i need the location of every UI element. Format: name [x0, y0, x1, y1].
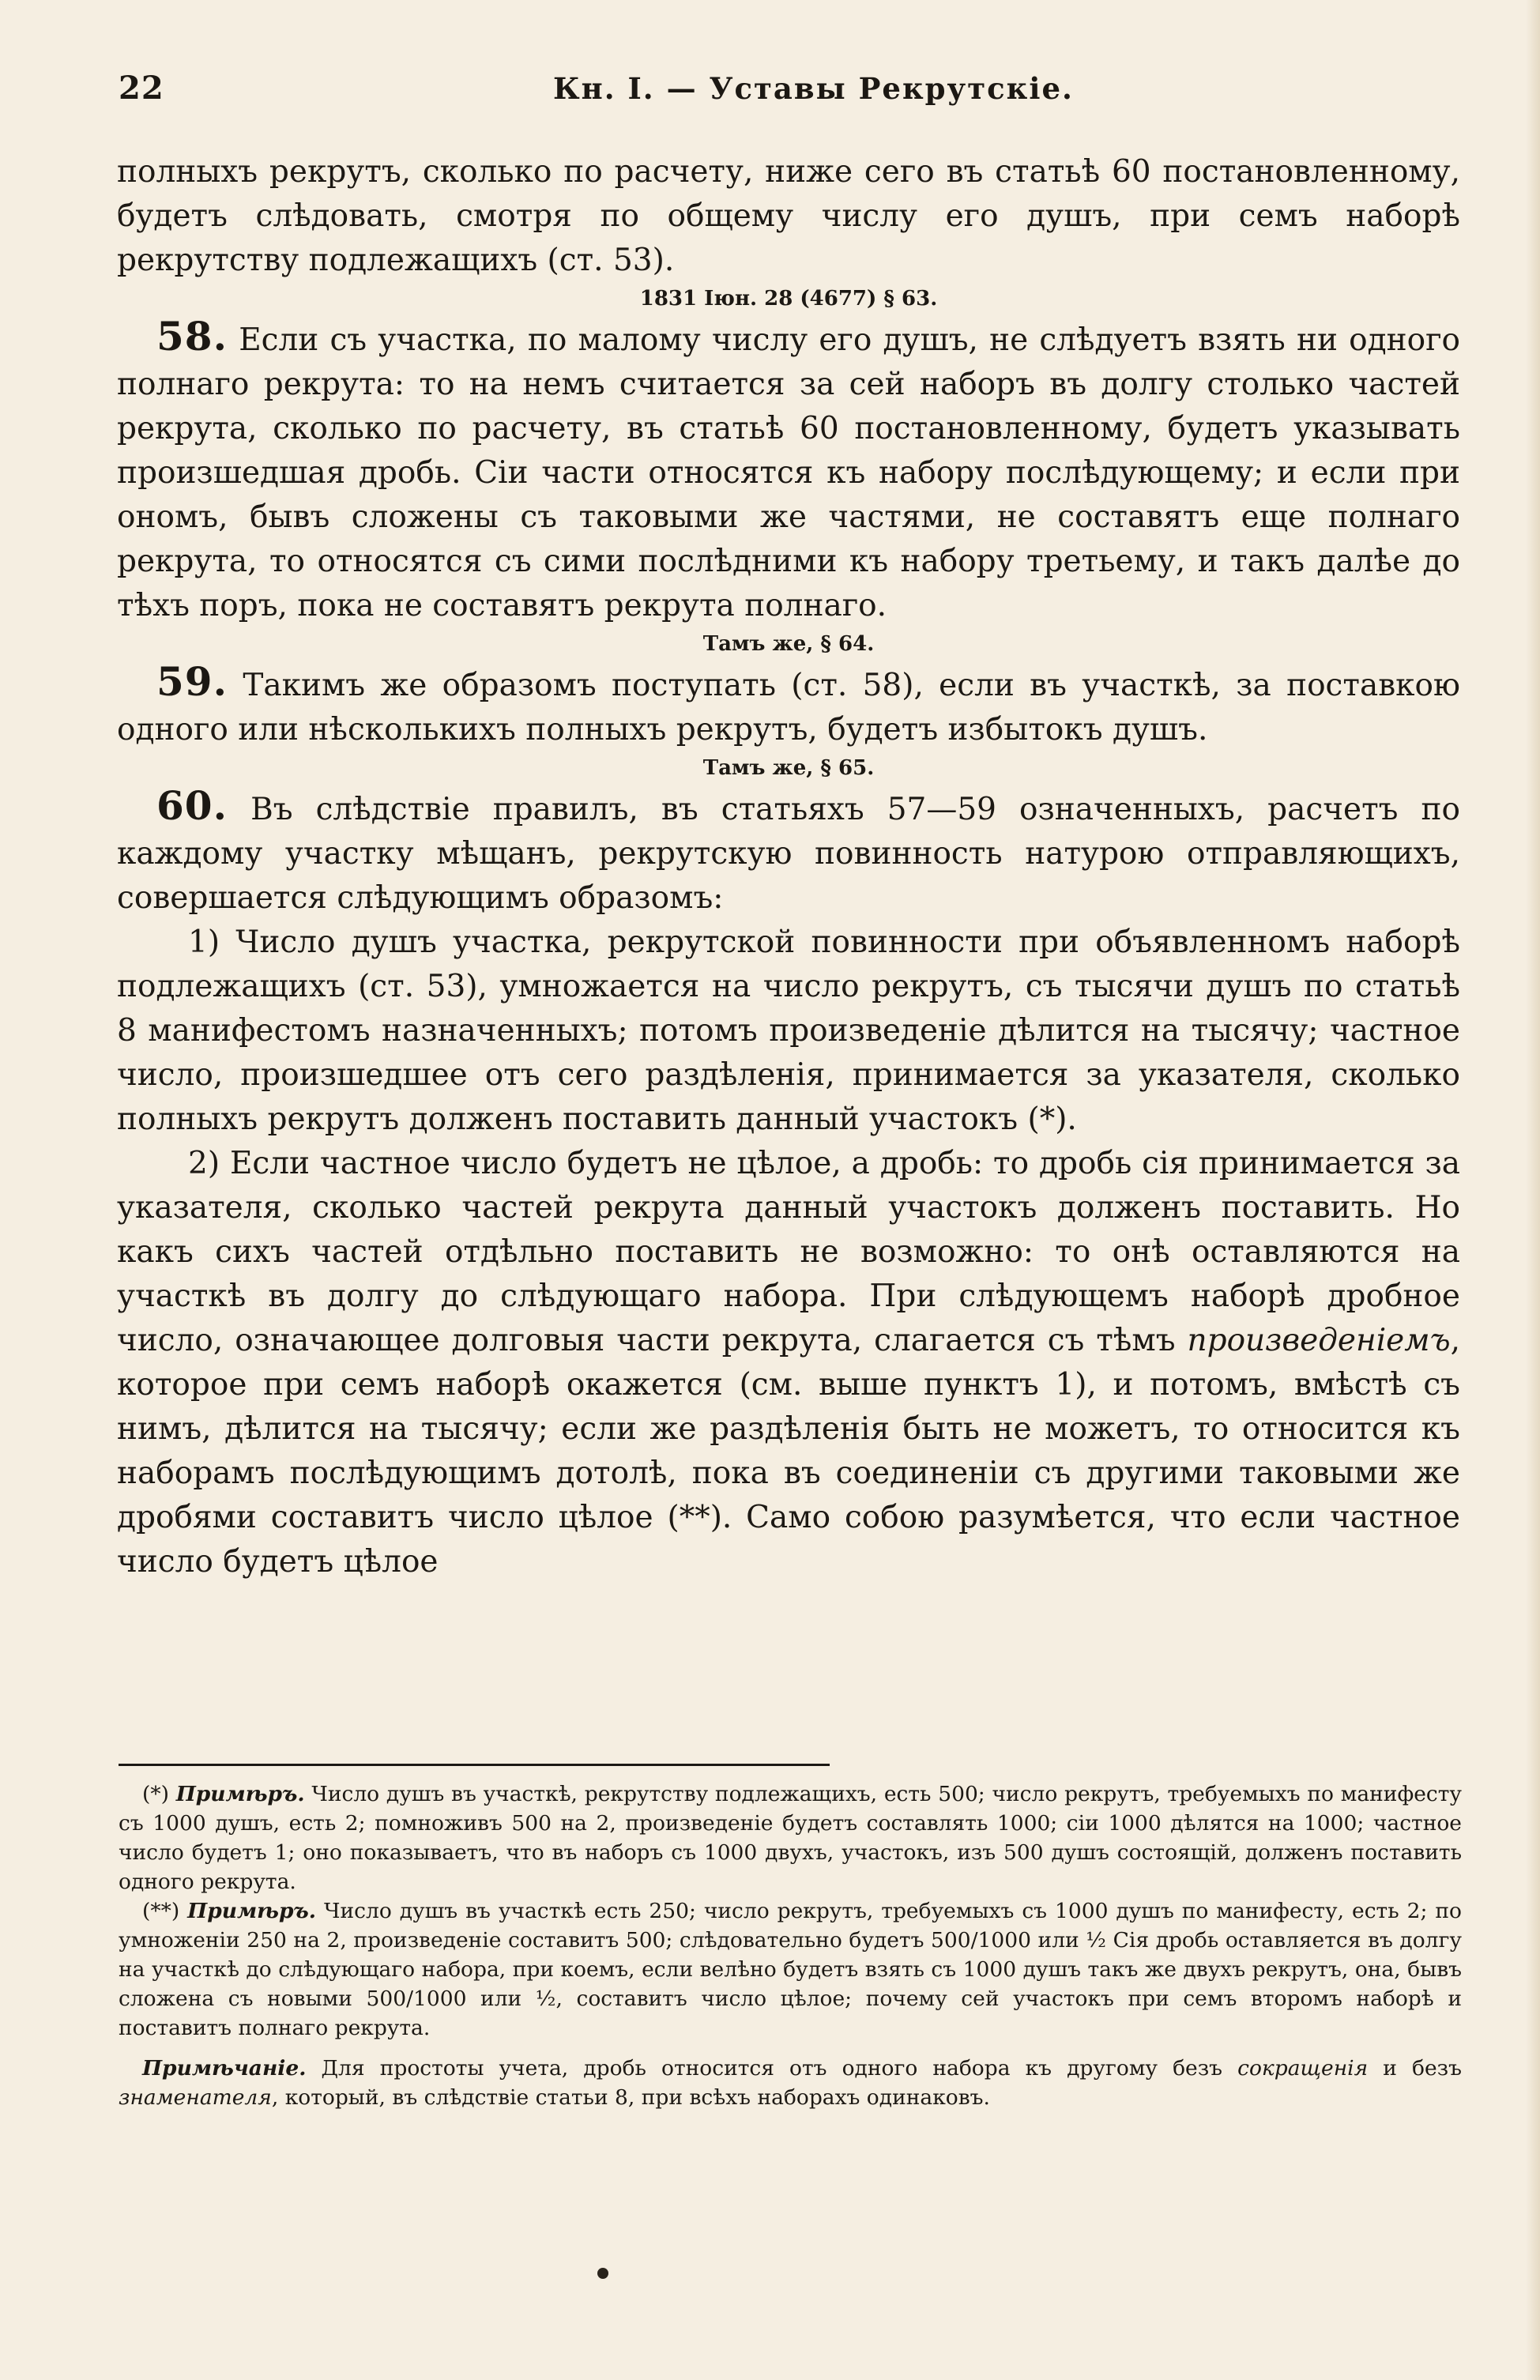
- article-60-point-2: [117, 1142, 1460, 1584]
- article-58: [117, 314, 1460, 628]
- source-reference: Тамъ же, § 65.: [702, 756, 875, 780]
- source-reference: Тамъ же, § 64.: [702, 632, 875, 656]
- emphasized-term: сокращенія: [1237, 2056, 1369, 2081]
- ink-blot: [597, 2268, 608, 2279]
- point-2-text-cont: , которое при семъ наборѣ окажется (см. выше пунктъ 1), и потомъ, вмѣстѣ съ нимъ, дѣлится на тысячу; если же раздѣленія быть не можетъ, то относится къ наборамъ послѣдующимъ дотолѣ, пока въ соединеніи съ другими таковыми же дробями составитъ число цѣлое (**). Само собою разумѣется, что если частное число будетъ цѣлое: [117, 1323, 1460, 1580]
- main-text: [117, 150, 1460, 1584]
- footnotes: [119, 1779, 1462, 2112]
- source-reference: 1831 Іюн. 28 (4677) § 63.: [639, 287, 938, 311]
- footnote-mark: (*): [142, 1782, 169, 1806]
- emphasized-term: знаменателя: [119, 2085, 272, 2110]
- footnote-mark: (**): [142, 1899, 180, 1923]
- footnote-divider: [119, 1764, 830, 1766]
- article-number: 58.: [156, 313, 228, 360]
- page-header: [119, 70, 1462, 117]
- footnote-text: Число душъ въ участкѣ есть 250; число рекрутъ, требуемыхъ съ 1000 душъ по манифесту, есть 2; по умноженіи 250 на 2, произведеніе составитъ 500; слѣдовательно будетъ 500/1000 или ½ Сія дробь оставляется въ долгу на участкѣ до слѣдующаго набора, при коемъ, если велѣно будетъ взять съ 1000 душъ такъ же двухъ рекрутъ, она, бывъ сложена съ новыми 500/1000 или ½, составитъ число цѣлое; почему сей участокъ при семъ второмъ наборѣ и поставитъ полнаго рекрута.: [119, 1899, 1462, 2040]
- article-number: 60.: [156, 782, 228, 829]
- emphasized-term: произведеніемъ: [1187, 1323, 1451, 1358]
- footnote-text: Число душъ въ участкѣ, рекрутству подлежащихъ, есть 500; число рекрутъ, требуемыхъ по манифесту съ 1000 душъ, есть 2; помноживъ 500 на 2, произведеніе будетъ составлять 1000; сіи 1000 дѣлятся на 1000; частное число будетъ 1; оно показываетъ, что въ наборъ съ 1000 двухъ, участокъ, изъ 500 душъ состоящій, долженъ поставить одного рекрута.: [119, 1782, 1462, 1894]
- article-number: 59.: [156, 658, 228, 705]
- note-text: и безъ: [1368, 2056, 1462, 2081]
- footnote-2: [119, 1896, 1462, 2043]
- footnote-1: [119, 1779, 1462, 1896]
- note: [119, 2054, 1462, 2112]
- running-head: Кн. I. — Уставы Рекрутскіе.: [553, 71, 1074, 106]
- note-label: Примѣчаніе.: [142, 2056, 307, 2081]
- page-number: 22: [119, 70, 164, 107]
- paragraph-continuation: полныхъ рекрутъ, сколько по расчету, ниже сего въ статьѣ 60 постановленному, будетъ слѣдовать, смотря по общему числу его душъ, при семъ наборѣ рекрутству подлежащихъ (ст. 53).: [117, 154, 1460, 278]
- note-text: , который, въ слѣдствіе статьи 8, при всѣхъ наборахъ одинаковъ.: [271, 2085, 990, 2110]
- article-text: Такимъ же образомъ поступать (ст. 58), если въ участкѣ, за поставкою одного или нѣсколькихъ полныхъ рекрутъ, будетъ избытокъ душъ.: [117, 668, 1460, 748]
- article-60-point-1: 1) Число душъ участка, рекрутской повинности при объявленномъ наборѣ подлежащихъ (ст. 53), умножается на число рекрутъ, съ тысячи душъ по статьѣ 8 манифестомъ назначенныхъ; потомъ произведеніе дѣлится на тысячу; частное число, произшедшее отъ сего раздѣленія, принимается за указателя, сколько полныхъ рекрутъ долженъ поставить данный участокъ (*).: [117, 925, 1460, 1137]
- note-text: Для простоты учета, дробь относится отъ одного набора къ другому безъ: [321, 2056, 1238, 2081]
- point-2-text: 2) Если частное число будетъ не цѣлое, а дробь: то дробь сія принимается за указателя, сколько частей рекрута данный участокъ долженъ поставить. Но какъ сихъ частей отдѣльно поставить не возможно: то онѣ оставляются на участкѣ въ долгу до слѣдующаго набора. При слѣдующемъ наборѣ дробное число, означающее долговыя части рекрута, слагается съ тѣмъ: [117, 1146, 1460, 1358]
- article-text: Если съ участка, по малому числу его душъ, не слѣдуетъ взять ни одного полнаго рекрута: то на немъ считается за сей наборъ въ долгу столько частей рекрута, сколько по расчету, въ статьѣ 60 постановленному, будетъ указывать произшедшая дробь. Сіи части относятся къ набору послѣдующему; и если при ономъ, бывъ сложены съ таковыми же частями, не составятъ еще полнаго рекрута, то относятся съ сими послѣдними къ набору третьему, и такъ далѣе до тѣхъ поръ, пока не составятъ рекрута полнаго.: [117, 322, 1460, 623]
- page-edge-shadow: [1526, 0, 1540, 2380]
- footnote-label: Примѣръ.: [187, 1899, 317, 1923]
- article-60: [117, 784, 1460, 921]
- article-59: [117, 660, 1460, 752]
- article-text: Въ слѣдствіе правилъ, въ статьяхъ 57—59 означенныхъ, расчетъ по каждому участку мѣщанъ, рекрутскую повинность натурою отправляющихъ, совершается слѣдующимъ образомъ:: [117, 792, 1460, 916]
- footnote-label: Примѣръ.: [175, 1782, 305, 1806]
